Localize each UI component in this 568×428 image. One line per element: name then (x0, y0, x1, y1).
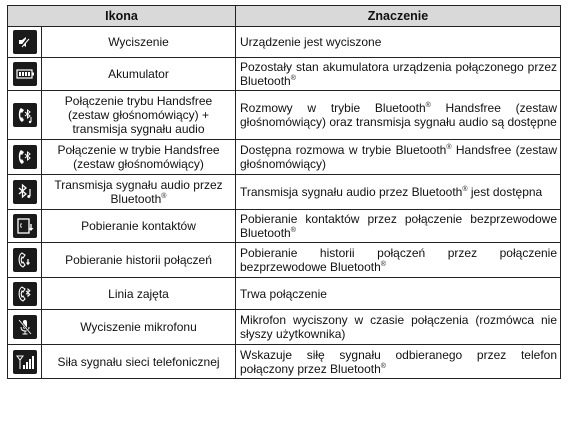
row-name: Wyciszenie (42, 27, 236, 58)
row-description: Mikrofon wyciszony w czasie połączenia (rozmówca nie słyszy użytkownika) (236, 310, 561, 345)
table-row (8, 278, 561, 310)
header-znaczenie: Znaczenie (236, 6, 561, 27)
handsfree-audio-bluetooth-icon (13, 103, 37, 127)
row-name: Akumulator (42, 58, 236, 91)
contacts-download-icon (13, 214, 37, 238)
row-name: Linia zajęta (42, 278, 236, 310)
row-description: Trwa połączenie (236, 278, 561, 310)
signal-strength-icon (13, 350, 37, 374)
table-row (8, 310, 561, 345)
speaker-muted-icon (13, 30, 37, 54)
row-name: Połączenie trybu Handsfree (zestaw głośnomówiący) + transmisja sygnału audio (42, 91, 236, 140)
table-row (8, 140, 561, 175)
table-row (8, 27, 561, 58)
row-name: Pobieranie historii połączeń (42, 243, 236, 278)
row-description: Urządzenie jest wyciszone (236, 27, 561, 58)
row-name: Wyciszenie mikrofonu (42, 310, 236, 345)
handsfree-bluetooth-icon (13, 145, 37, 169)
table-row (8, 210, 561, 243)
table-row (8, 175, 561, 210)
row-description: Rozmowy w trybie Bluetooth® Handsfree (zestaw głośnomówiący) oraz transmisja sygnału audio są dostępne (236, 91, 561, 140)
row-name: Pobieranie kontaktów (42, 210, 236, 243)
row-description: Pozostały stan akumulatora urządzenia połączonego przez Bluetooth® (236, 58, 561, 91)
table-row (8, 345, 561, 379)
microphone-muted-icon (13, 315, 37, 339)
header-ikona: Ikona (8, 6, 236, 27)
call-history-download-icon (13, 248, 37, 272)
battery-icon (13, 62, 37, 86)
table-header-row (8, 6, 561, 27)
row-description: Pobieranie kontaktów przez połączenie bezprzewodowe Bluetooth® (236, 210, 561, 243)
row-description: Wskazuje siłę sygnału odbieranego przez telefon połączony przez Bluetooth® (236, 345, 561, 379)
row-description: Transmisja sygnału audio przez Bluetooth® jest dostępna (236, 175, 561, 210)
icon-meaning-table (7, 5, 561, 379)
row-name: Połączenie w trybie Handsfree (zestaw głośnomówiący) (42, 140, 236, 175)
row-description: Dostępna rozmowa w trybie Bluetooth® Handsfree (zestaw głośnomówiący) (236, 140, 561, 175)
row-name: Siła sygnału sieci telefonicznej (42, 345, 236, 379)
row-name: Transmisja sygnału audio przez Bluetooth® (42, 175, 236, 210)
line-busy-icon (13, 282, 37, 306)
table-row (8, 91, 561, 140)
row-description: Pobieranie historii połączeń przez połączenie bezprzewodowe Bluetooth® (236, 243, 561, 278)
bluetooth-audio-icon (13, 180, 37, 204)
table-row (8, 243, 561, 278)
table-row (8, 58, 561, 91)
